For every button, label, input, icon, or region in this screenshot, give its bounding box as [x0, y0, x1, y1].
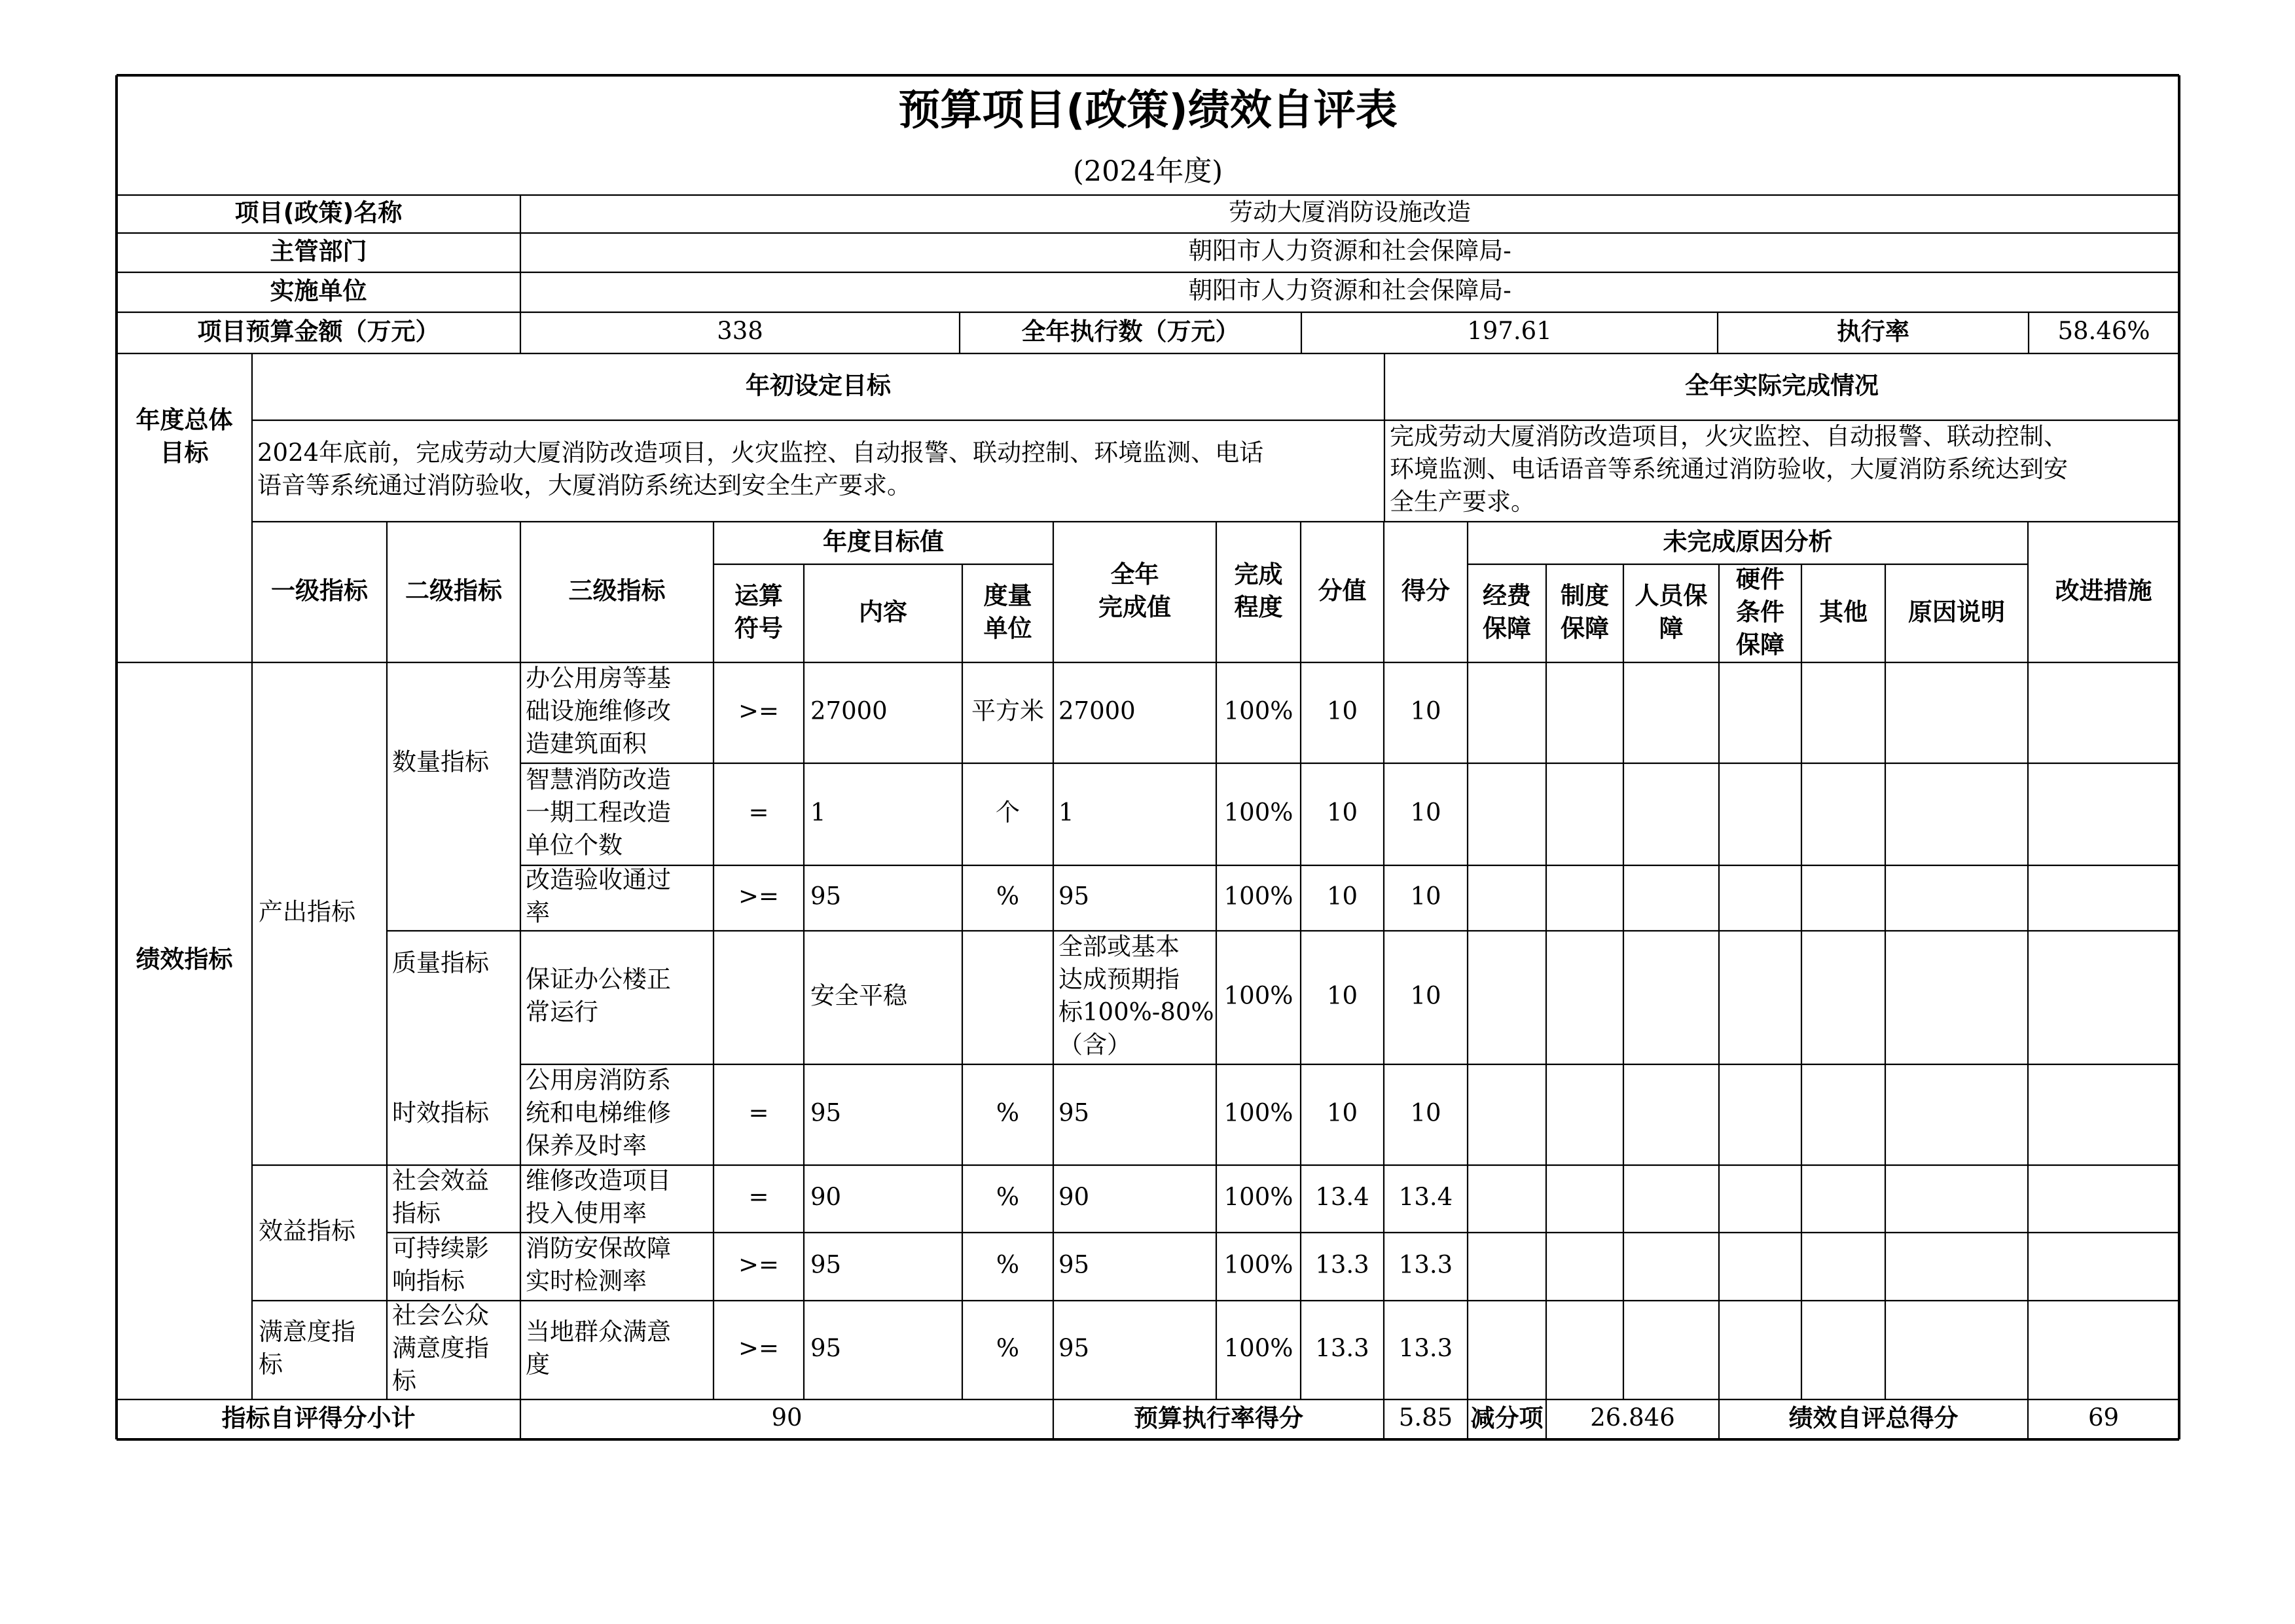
score-header: 得分	[1401, 577, 1450, 605]
weight-cell: 13.3	[1315, 1250, 1369, 1279]
weight-cell: 10	[1326, 882, 1358, 911]
level3-header: 三级指标	[568, 577, 666, 605]
budget-executed-value: 197.61	[1467, 317, 1552, 345]
target-content-cell: 1	[810, 798, 826, 827]
actual-value-cell: 标100%-80%	[1058, 998, 1214, 1026]
unfinished-reason-header: 未完成原因分析	[1663, 528, 1833, 556]
sheet-title: 预算项目(政策)绩效自评表	[898, 86, 1398, 135]
deduction-label: 减分项	[1470, 1404, 1544, 1432]
planned-goal-text: 语音等系统通过消防验收，大厦消防系统达到安全生产要求。	[257, 471, 911, 499]
operator-header: 运算	[734, 581, 783, 610]
indicator-name: 实时检测率	[526, 1267, 647, 1295]
operator-cell: >=	[738, 696, 780, 725]
level2-cell: 时效指标	[392, 1098, 489, 1127]
level2-cell: 标	[392, 1367, 416, 1395]
annual-target-header: 年度目标值	[823, 528, 944, 556]
target-content-cell: 27000	[810, 696, 888, 725]
total-score-value: 69	[2087, 1403, 2120, 1432]
actual-value-cell: 达成预期指	[1058, 965, 1180, 994]
unit-value: 朝阳市人力资源和社会保障局-	[1188, 276, 1511, 304]
weight-header: 分值	[1318, 577, 1367, 605]
score-cell: 13.4	[1398, 1183, 1453, 1211]
hardware-header: 保障	[1736, 630, 1784, 659]
staff-header: 人员保	[1635, 581, 1708, 610]
score-cell: 10	[1410, 696, 1441, 725]
indicator-name: 一期工程改造	[526, 798, 671, 827]
indicator-name: 智慧消防改造	[526, 765, 671, 794]
indicator-name: 消防安保故障	[526, 1234, 671, 1263]
score-cell: 10	[1410, 1098, 1441, 1127]
level2-cell: 响指标	[392, 1267, 465, 1295]
operator-cell: >=	[738, 1250, 780, 1279]
budget-amount-value: 338	[717, 317, 763, 345]
actual-result-text: 全生产要求。	[1390, 488, 1535, 516]
indicator-name: 造建筑面积	[526, 729, 647, 758]
level2-cell: 可持续影	[392, 1234, 489, 1263]
actual-value-cell: 95	[1058, 1098, 1090, 1127]
unit-cell: %	[996, 1183, 1020, 1211]
completion-cell: 100%	[1223, 798, 1293, 827]
execution-rate-value: 58.46%	[2057, 317, 2150, 345]
system-header: 保障	[1561, 614, 1609, 643]
actual-value-cell: 95	[1058, 1334, 1090, 1362]
unit-cell: %	[996, 882, 1020, 911]
indicator-subtotal-value: 90	[771, 1403, 803, 1432]
unit-cell: %	[996, 1250, 1020, 1279]
actual-value-header: 完成值	[1098, 593, 1171, 621]
actual-result-text: 环境监测、电话语音等系统通过消防验收，大厦消防系统达到安	[1390, 455, 2068, 483]
completion-cell: 100%	[1223, 1183, 1293, 1211]
completion-cell: 100%	[1223, 1098, 1293, 1127]
indicator-name: 度	[526, 1350, 550, 1379]
weight-cell: 10	[1326, 798, 1358, 827]
actual-value-cell: 95	[1058, 882, 1090, 911]
performance-indicators-label: 绩效指标	[136, 945, 233, 973]
level2-cell: 社会效益	[392, 1166, 489, 1195]
level1-cell: 满意度指	[259, 1318, 355, 1346]
completion-cell: 100%	[1223, 696, 1293, 725]
actual-result-header: 全年实际完成情况	[1685, 371, 1879, 400]
weight-cell: 10	[1326, 981, 1358, 1010]
level1-cell: 标	[259, 1350, 283, 1379]
reason-header: 原因说明	[1908, 598, 2005, 626]
target-content-cell: 90	[810, 1183, 842, 1211]
project-name-label: 项目(政策)名称	[234, 198, 403, 227]
operator-cell: =	[748, 1183, 769, 1211]
staff-header: 障	[1659, 614, 1684, 643]
indicator-name: 率	[526, 898, 550, 927]
operator-cell: =	[748, 1098, 769, 1127]
deduction-value: 26.846	[1590, 1403, 1675, 1432]
budget-amount-label: 项目预算金额（万元）	[197, 317, 440, 346]
level1-header: 一级指标	[271, 577, 368, 605]
unit-cell: %	[996, 1098, 1020, 1127]
indicator-name: 办公用房等基	[526, 664, 671, 693]
indicator-name: 单位个数	[526, 831, 623, 859]
completion-cell: 100%	[1223, 981, 1293, 1010]
actual-value-cell: 95	[1058, 1250, 1090, 1279]
unit-cell: 个	[996, 798, 1020, 827]
indicator-name: 公用房消防系	[526, 1066, 671, 1094]
budget-score-value: 5.85	[1398, 1403, 1453, 1432]
level2-cell: 社会公众	[392, 1301, 489, 1329]
hardware-header: 硬件	[1736, 565, 1784, 594]
unit-header: 度量	[983, 581, 1032, 610]
system-header: 制度	[1561, 581, 1609, 610]
weight-cell: 13.4	[1315, 1183, 1369, 1211]
other-header: 其他	[1819, 598, 1868, 626]
sheet-year: (2024年度)	[1073, 155, 1223, 188]
indicator-name: 改造验收通过	[526, 865, 671, 894]
operator-cell: >=	[738, 882, 780, 911]
actual-value-cell: 1	[1058, 798, 1074, 827]
table-cells	[136, 86, 2152, 1432]
level2-cell: 指标	[392, 1199, 441, 1227]
dept-label: 主管部门	[270, 237, 367, 266]
funding-header: 经费	[1483, 581, 1531, 610]
score-cell: 10	[1410, 882, 1441, 911]
score-cell: 10	[1410, 798, 1441, 827]
indicator-name: 投入使用率	[526, 1199, 647, 1227]
execution-rate-label: 执行率	[1837, 317, 1909, 346]
unit-label: 实施单位	[270, 277, 367, 305]
completion-cell: 100%	[1223, 1250, 1293, 1279]
actual-value-cell: 27000	[1058, 696, 1136, 725]
completion-header: 完成	[1234, 560, 1283, 588]
score-cell: 13.3	[1398, 1334, 1453, 1362]
score-cell: 13.3	[1398, 1250, 1453, 1279]
indicator-name: 常运行	[526, 998, 598, 1026]
funding-header: 保障	[1483, 614, 1531, 643]
total-score-label: 绩效自评总得分	[1788, 1404, 1959, 1432]
score-cell: 10	[1410, 981, 1441, 1010]
budget-executed-label: 全年执行数（万元）	[1021, 317, 1240, 346]
level2-header: 二级指标	[405, 577, 502, 605]
operator-cell: =	[748, 798, 769, 827]
completion-cell: 100%	[1223, 882, 1293, 911]
level1-cell: 产出指标	[259, 897, 355, 926]
level2-cell: 质量指标	[392, 948, 489, 977]
actual-value-header: 全年	[1110, 560, 1159, 588]
level2-cell: 满意度指	[392, 1334, 489, 1362]
unit-cell: %	[996, 1334, 1020, 1362]
operator-cell: >=	[738, 1334, 780, 1362]
actual-value-cell: （含）	[1058, 1030, 1131, 1059]
completion-cell: 100%	[1223, 1334, 1293, 1362]
target-content-cell: 95	[810, 1250, 842, 1279]
hardware-header: 条件	[1736, 598, 1784, 626]
annual-goal-label: 目标	[160, 439, 209, 467]
actual-value-cell: 90	[1058, 1183, 1090, 1211]
unit-header: 单位	[983, 614, 1032, 643]
planned-goal-header: 年初设定目标	[746, 371, 891, 400]
target-content-cell: 95	[810, 882, 842, 911]
indicator-name: 保证办公楼正	[526, 965, 671, 994]
weight-cell: 13.3	[1315, 1334, 1369, 1362]
planned-goal-text: 2024年底前，完成劳动大厦消防改造项目，火灾监控、自动报警、联动控制、环境监测、电话	[257, 439, 1264, 467]
actual-value-cell: 全部或基本	[1058, 932, 1180, 961]
indicator-name: 维修改造项目	[526, 1166, 671, 1195]
project-name-value: 劳动大厦消防设施改造	[1229, 198, 1471, 226]
target-content-cell: 95	[810, 1334, 842, 1362]
indicator-name: 础设施维修改	[526, 696, 671, 725]
unit-cell: 平方米	[971, 696, 1044, 725]
indicator-subtotal-label: 指标自评得分小计	[221, 1404, 416, 1432]
improvement-header: 改进措施	[2055, 577, 2152, 605]
completion-header: 程度	[1234, 593, 1283, 621]
target-content-cell: 95	[810, 1098, 842, 1127]
content-header: 内容	[859, 598, 907, 626]
dept-value: 朝阳市人力资源和社会保障局-	[1188, 236, 1511, 265]
indicator-name: 保养及时率	[526, 1131, 647, 1160]
weight-cell: 10	[1326, 1098, 1358, 1127]
level2-cell: 数量指标	[392, 748, 489, 776]
budget-score-label: 预算执行率得分	[1134, 1404, 1303, 1432]
weight-cell: 10	[1326, 696, 1358, 725]
level1-cell: 效益指标	[259, 1217, 355, 1245]
actual-result-text: 完成劳动大厦消防改造项目，火灾监控、自动报警、联动控制、	[1390, 422, 2068, 450]
target-content-cell: 安全平稳	[810, 981, 907, 1010]
operator-header: 符号	[734, 614, 783, 643]
indicator-name: 当地群众满意	[526, 1318, 671, 1346]
annual-goal-label: 年度总体	[136, 406, 233, 434]
indicator-name: 统和电梯维修	[526, 1098, 671, 1127]
